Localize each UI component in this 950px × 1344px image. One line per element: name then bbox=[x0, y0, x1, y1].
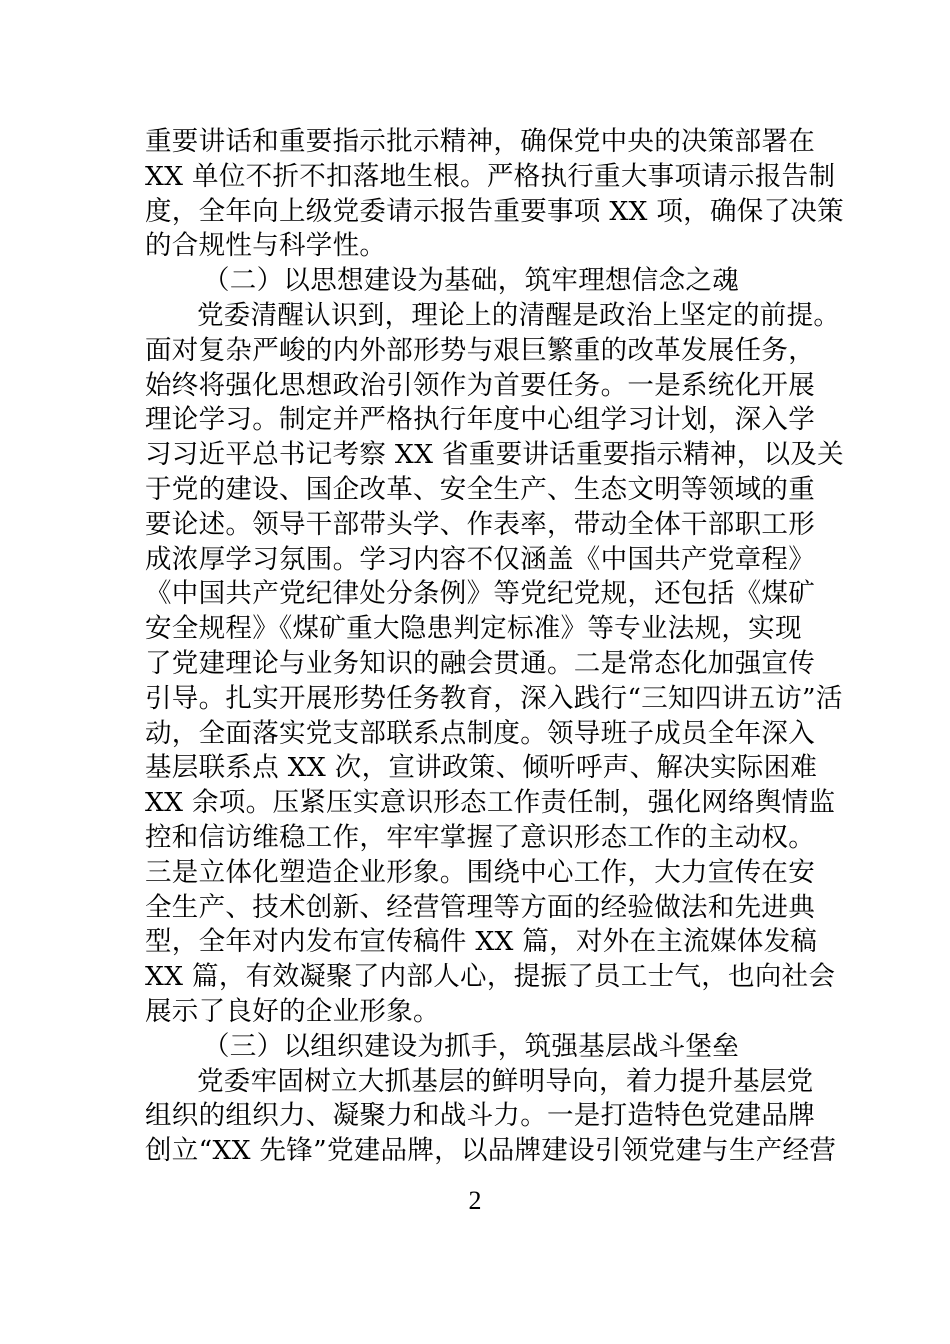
text-line: XX 单位不折不扣落地生根。严格执行重大事项请示报告制 bbox=[145, 160, 836, 192]
text-line: 基层联系点 XX 次，宣讲政策、倾听呼声、解决实际困难 bbox=[145, 752, 818, 784]
section-heading: （三）以组织建设为抓手，筑强基层战斗堡垒 bbox=[203, 1030, 739, 1062]
text-line: 于党的建设、国企改革、安全生产、生态文明等领域的重 bbox=[145, 473, 815, 505]
text-line: 展示了良好的企业形象。 bbox=[145, 995, 440, 1027]
text-line: 理论学习。制定并严格执行年度中心组学习计划，深入学 bbox=[145, 404, 815, 436]
text-line: 型，全年对内发布宣传稿件 XX 篇，对外在主流媒体发稿 bbox=[145, 926, 818, 958]
text-line: 党委牢固树立大抓基层的鲜明导向，着力提升基层党 bbox=[197, 1065, 814, 1097]
text-line: 成浓厚学习氛围。学习内容不仅涵盖《中国共产党章程》 bbox=[145, 543, 815, 575]
text-line: 动，全面落实党支部联系点制度。领导班子成员全年深入 bbox=[145, 717, 815, 749]
text-line: XX 篇，有效凝聚了内部人心，提振了员工士气，也向社会 bbox=[145, 961, 836, 993]
text-line: 始终将强化思想政治引领作为首要任务。一是系统化开展 bbox=[145, 369, 815, 401]
text-line: 党委清醒认识到，理论上的清醒是政治上坚定的前提。 bbox=[197, 299, 841, 331]
text-line: 安全规程》《煤矿重大隐患判定标准》等专业法规，实现 bbox=[145, 613, 802, 645]
text-line: 控和信访维稳工作，牢牢掌握了意识形态工作的主动权。 bbox=[145, 821, 815, 853]
text-line: 面对复杂严峻的内外部形势与艰巨繁重的改革发展任务， bbox=[145, 334, 815, 366]
text-line: 组织的组织力、凝聚力和战斗力。一是打造特色党建品牌 bbox=[145, 1100, 815, 1132]
text-line: 全生产、技术创新、经营管理等方面的经验做法和先进典 bbox=[145, 891, 815, 923]
text-line: 《中国共产党纪律处分条例》等党纪党规，还包括《煤矿 bbox=[145, 578, 815, 610]
text-line: 要论述。领导干部带头学、作表率，带动全体干部职工形 bbox=[145, 508, 815, 540]
text-line: 的合规性与科学性。 bbox=[145, 230, 387, 262]
text-line: 创立“XX 先锋”党建品牌，以品牌建设引领党建与生产经营 bbox=[145, 1135, 837, 1167]
text-line: 三是立体化塑造企业形象。围绕中心工作，大力宣传在安 bbox=[145, 856, 815, 888]
page-number: 2 bbox=[468, 1186, 482, 1215]
text-line: 度，全年向上级党委请示报告重要事项 XX 项，确保了决策 bbox=[145, 195, 844, 227]
document-body bbox=[145, 125, 844, 1169]
text-line: 了党建理论与业务知识的融会贯通。二是常态化加强宣传 bbox=[145, 647, 815, 679]
text-line: 习习近平总书记考察 XX 省重要讲话重要指示精神，以及关 bbox=[145, 439, 844, 471]
text-line: 引导。扎实开展形势任务教育，深入践行“三知四讲五访”活 bbox=[145, 682, 843, 714]
text-line: 重要讲话和重要指示批示精神，确保党中央的决策部署在 bbox=[145, 126, 815, 157]
text-line: XX 余项。压紧压实意识形态工作责任制，强化网络舆情监 bbox=[145, 787, 836, 819]
section-heading: （二）以思想建设为基础，筑牢理想信念之魂 bbox=[203, 265, 739, 297]
